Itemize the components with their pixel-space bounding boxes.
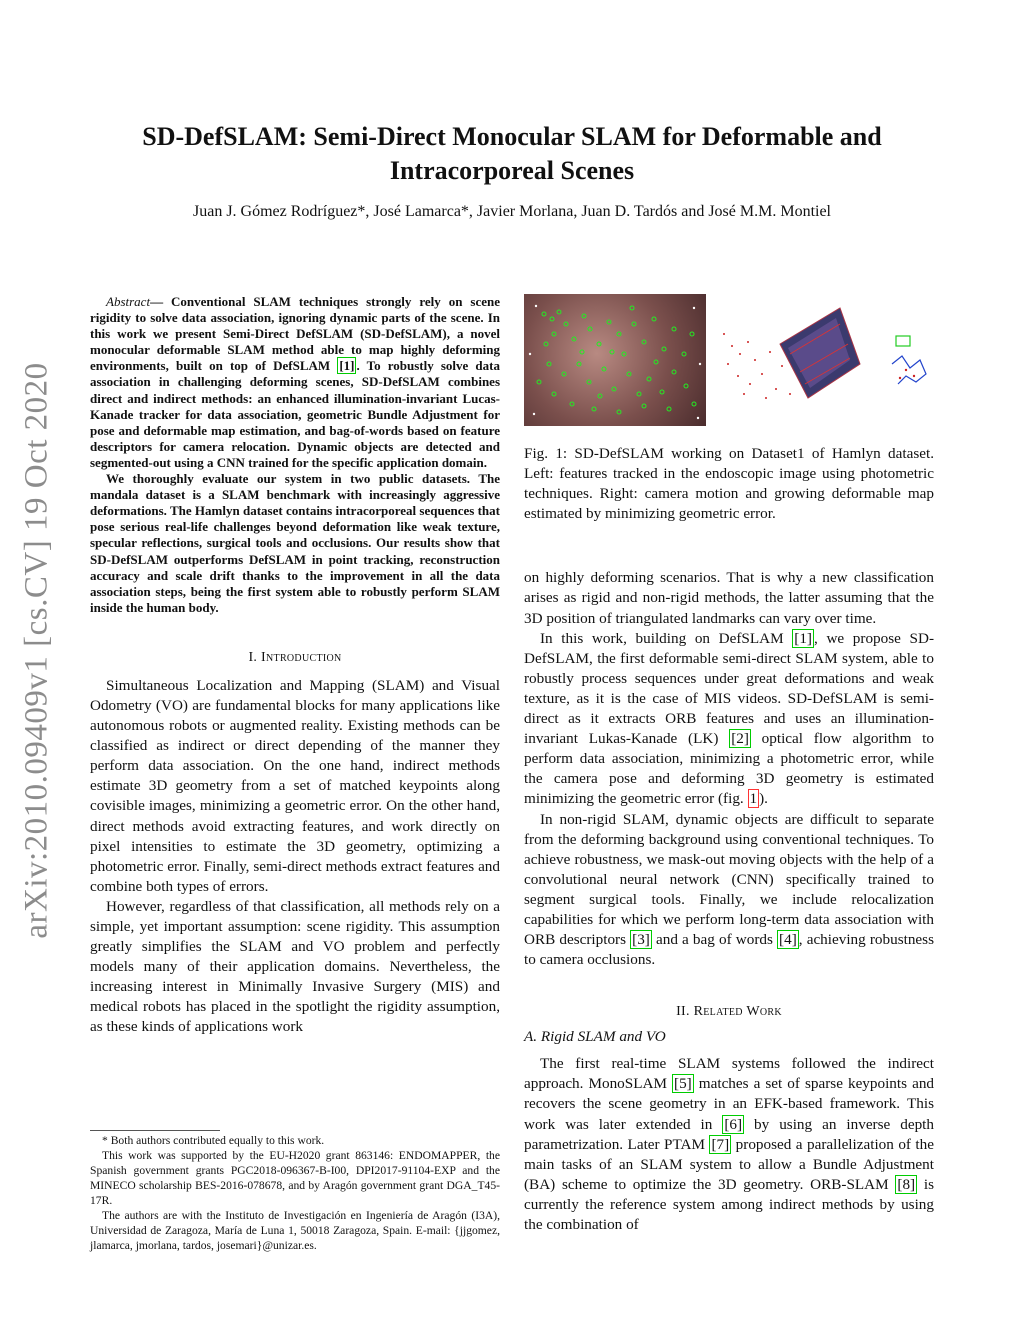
left-column — [90, 294, 500, 1038]
paragraph-text: and a bag of words — [651, 931, 778, 949]
citation-link[interactable]: [1] — [339, 358, 355, 374]
paragraph-text: is currently the reference system among indirect methods by using the combination of — [524, 1175, 934, 1233]
citation-link[interactable]: [1] — [794, 629, 812, 647]
footnote-1: * Both authors contributed equally to this work. — [102, 1134, 325, 1147]
arxiv-id: arXiv:2010.09409v1 [cs.CV] 19 Oct 2020 — [18, 361, 55, 939]
intro-paragraph-1: Simultaneous Localization and Mapping (SLAM) and Visual Odometry (VO) are fundamental blocks for many applications like autonomous robots or augmented reality. Existing methods can be classified as indirect or direct depending of the manner they perform data association. On the one hand, indirect methods estimate 3D geometry from a set of matched keypoints along covisible images, minimizing a geometric error. On the other hand, direct methods avoid extracting features, and work directly on pixel intensities to estimate the 3D geometry, optimizing a photometric error. Finally, semi-direct methods extract features and combine both types of errors. — [90, 676, 500, 895]
footnote-rule — [90, 1130, 220, 1131]
right-paragraph-1: on highly deforming scenarios. That is why a new classification arises as rigid and non-rigid methods, the latter assuming that the 3D position of triangulated landmarks can vary over time. — [524, 569, 934, 627]
citation-link[interactable]: [5] — [674, 1075, 692, 1093]
paragraph-text: , we propose SD-DefSLAM, the first deformable semi-direct SLAM system, able to robustly process sequences under great deformations and weak texture, as it is the case of MIS videos. SD-DefSLAM is semi-direct as it extracts ORB features and uses an illumination-invariant Lukas-Kanade (LK) — [524, 629, 935, 748]
citation-link[interactable]: [4] — [779, 931, 797, 949]
paragraph-text: The first real-time SLAM systems followed the indirect approach. MonoSLAM — [524, 1055, 934, 1093]
citation-link[interactable]: [2] — [731, 730, 749, 748]
paragraph-text: proposed a parallelization of the main tasks of an SLAM system to allow a Bundle Adjustment (BA) scheme to optimize the 3D geometry. ORB-SLAM — [524, 1135, 934, 1193]
intro-paragraph-2: However, regardless of that classification, all methods rely on a simple, yet important assumption: scene rigidity. This assumption greatly simplifies the SLAM and VO problem and perfectly models many of their application domains. Nevertheless, the increasing interest in Minimally Invasive Surgery (MIS) and medical robots has placed in the spotlight the rigidity assumption, as these kinds of applications work — [90, 897, 500, 1036]
citation-link[interactable]: [3] — [632, 931, 650, 949]
abstract-text: . To robustly solve data association in challenging deforming scenes, SD-DefSLAM combines direct and indirect methods: an enhanced illumination-invariant Lucas-Kanade tracker for data association, geometric Bundle Adjustment for pose and deformable map estimation, and bag-of-words based on feature descriptors for camera relocation. Dynamic objects are detected and segmented-out using a CNN trained for the specific application domain. — [90, 358, 500, 470]
abstract-paragraph-2: We thoroughly evaluate our system in two public datasets. The mandala dataset is a SLAM benchmark with increasingly aggressive deformations. The Hamlyn dataset contains intracorporeal sequences that pose serious real-life challenges beyond deformation like weak texture, specular reflections, surgical tools and occlusions. Our results show that SD-DefSLAM outperforms DefSLAM in point tracking, reconstruction accuracy and scale drift thanks to the improvement in all the data association steps, being the first system able to robustly perform SLAM inside the human body. — [90, 471, 500, 615]
citation-link[interactable]: [7] — [711, 1135, 730, 1153]
figure-1-caption: Fig. 1: SD-DefSLAM working on Dataset1 of Hamlyn dataset. Left: features tracked in the endoscopic image using photometric techniques. Right: camera motion and growing deformable map estimated by minimizing geometric error. — [524, 445, 934, 523]
abstract-label: Abstract — [106, 294, 151, 309]
paragraph-text: ). — [759, 790, 768, 808]
paragraph-text: by using an inverse depth parametrization. Later PTAM — [524, 1115, 934, 1153]
paragraph-text: In this work, building on DefSLAM — [540, 629, 793, 647]
right-column — [524, 294, 934, 1235]
paragraph-text: optical flow algorithm to perform data association, minimizing a photometric error, while the camera pose and deforming 3D geometry is estimated minimizing the geometric error (fig. — [524, 730, 934, 808]
paper-authors: Juan J. Gómez Rodríguez*, José Lamarca*, Javier Morlana, Juan D. Tardós and José M.M. Montiel — [193, 203, 831, 220]
abstract-paragraph-1 — [90, 294, 500, 471]
abstract-text: — Conventional SLAM techniques strongly rely on scene rigidity to solve data association, ignoring dynamic parts of the scene. In this work we present Semi-Direct DefSLAM (SD-DefSLAM), a novel monocular deformable SLAM method able to map highly deforming environments, built on top of DefSLAM — [90, 294, 500, 374]
endoscopic-image — [524, 294, 706, 426]
citation-link[interactable]: [6] — [724, 1115, 743, 1133]
section-heading-introduction — [90, 650, 500, 666]
paper-title: SD-DefSLAM: Semi-Direct Monocular SLAM for Deformable and Intracorporeal Scenes — [142, 122, 882, 185]
figure-reference-link[interactable]: 1 — [749, 790, 758, 808]
paragraph-text: In non-rigid SLAM, dynamic objects are difficult to separate from the deforming background using conventional techniques. To achieve robustness, we mask-out moving objects with the help of a convolutional neural network (CNN) specifically trained to segment surgical tools. Finally, we include relocalization capabilities for which we perform long-term data association with ORB descriptors — [524, 810, 934, 949]
citation-link[interactable]: [8] — [897, 1175, 916, 1193]
tracked-features-overlay — [524, 294, 706, 426]
right-paragraph-2 — [524, 629, 934, 810]
section-title: Related Work — [693, 1004, 782, 1020]
right-paragraph-3 — [524, 810, 934, 971]
paragraph-text: matches a set of sparse keypoints and recovers the scene geometry in an EFK-based framework. This work was later extended in — [524, 1075, 935, 1133]
section-number: II. — [676, 1004, 690, 1020]
section-number: I. — [248, 649, 258, 665]
section-heading-related-work — [524, 1004, 934, 1020]
section-title: Introduction — [261, 649, 342, 665]
footnotes — [90, 1130, 500, 1253]
camera-trajectory-plot — [710, 294, 934, 426]
figure-1 — [524, 294, 934, 426]
footnote-2: This work was supported by the EU-H2020 grant 863146: ENDOMAPPER, the Spanish government grants PGC2018-096367-B-I00, DPI2017-91104-EXP and the MINECO scholarship BES-2016-078678, and by Aragón government grant DGA_T45-17R. — [90, 1149, 500, 1207]
footnote-3: The authors are with the Instituto de Investigación en Ingeniería de Aragón (I3A), Universidad de Zaragoza, María de Luna 1, 50018 Zaragoza, Spain. E-mail: {jjgomez, jlamarca, jmorlana, tardos, josemari}@unizar.es. — [90, 1209, 500, 1252]
paragraph-text: , achieving robustness to camera occlusions. — [524, 931, 934, 969]
subsection-heading: A. Rigid SLAM and VO — [524, 1028, 666, 1046]
deformable-map-render — [710, 294, 934, 426]
arxiv-stamp — [4, 350, 70, 950]
right-paragraph-4 — [524, 1054, 934, 1235]
abstract — [90, 294, 500, 616]
